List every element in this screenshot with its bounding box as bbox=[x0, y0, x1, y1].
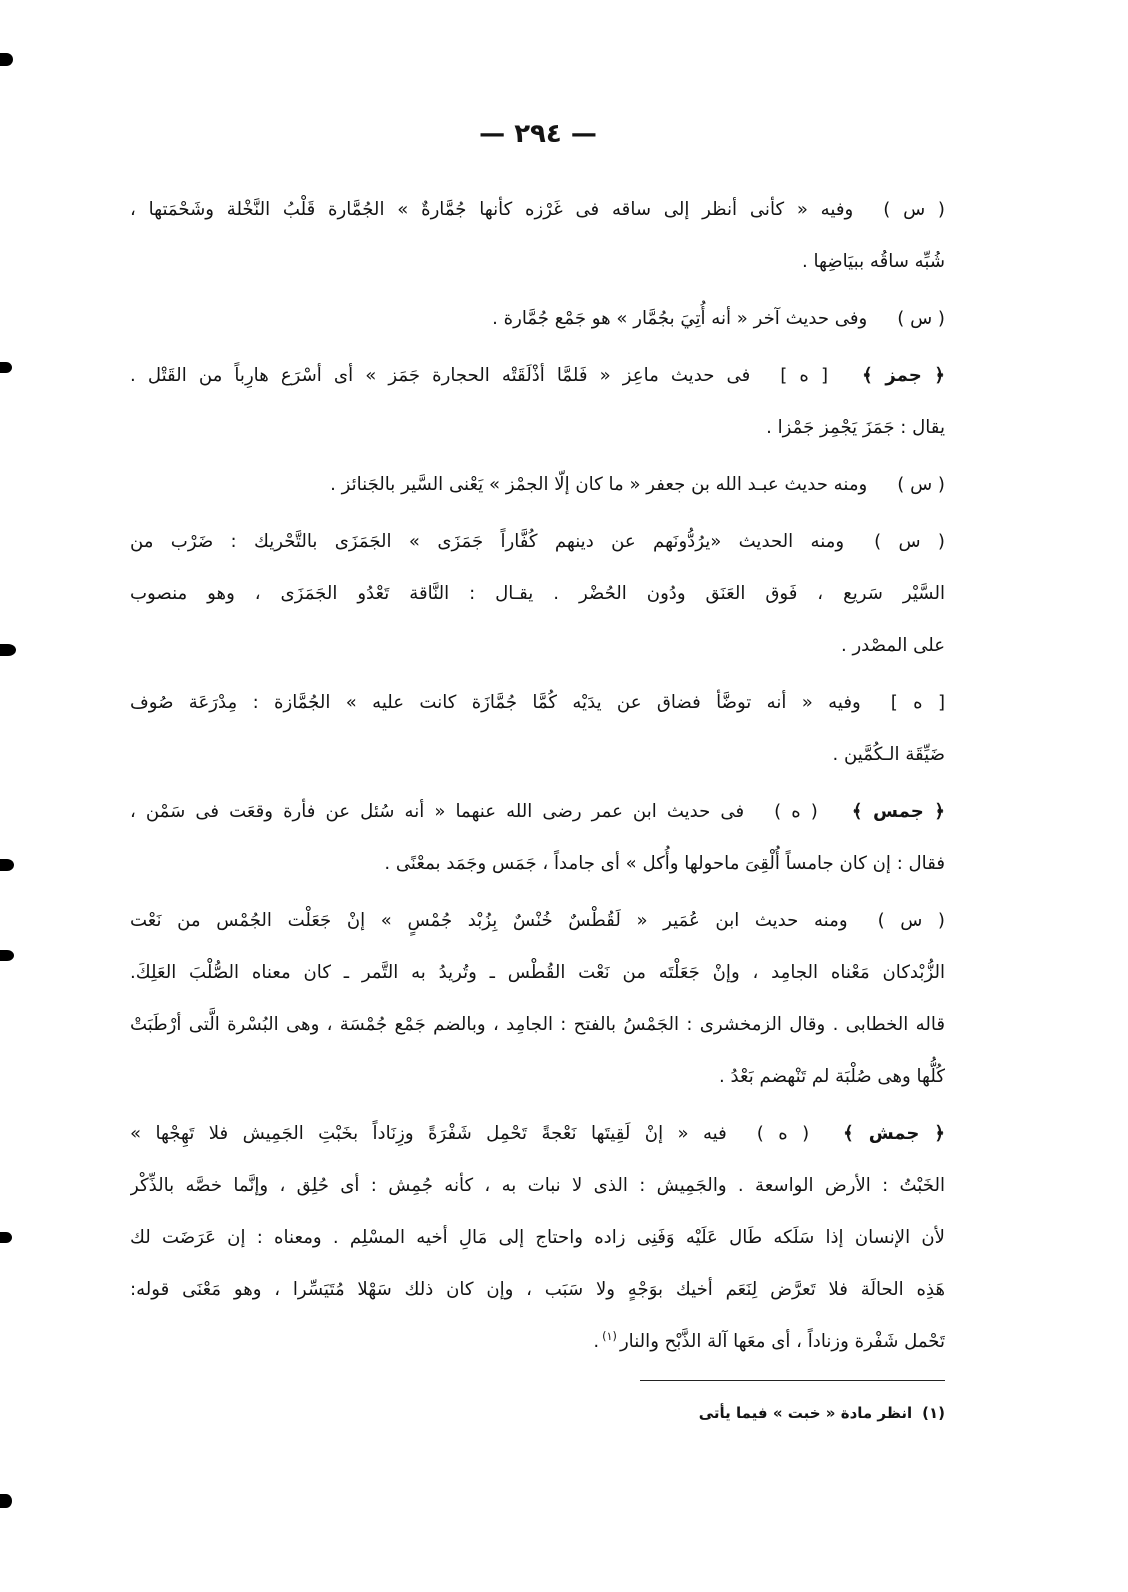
line-text: ومنه حديث عبـد الله بن جعفر « ما كان إلّا الجمْز » يَعْنى السَّير بالجَنائز . bbox=[330, 474, 868, 495]
text-line: على المصْدر . bbox=[840, 635, 945, 656]
footnote-number: (١) bbox=[922, 1404, 945, 1422]
source-marker: ( س ) bbox=[897, 308, 945, 329]
text-line: لأن الإنسان إذا سَلَكه طَال عَلَيْه وَفَنِى زاده واحتاج إلى مَالِ أخيه المسْلِم . ومعناه : إن عَرَضَت لك bbox=[130, 1227, 945, 1248]
line-text: فى حديث ماعِز « فَلمَّا أذْلَقَتْه الحجارة جَمَز » أى أسْرَع هارِباً من القَتْل . bbox=[130, 365, 751, 386]
text-line: كُلُّها وهى صُلْبَة لم تَنْهضم بَعْدُ . bbox=[719, 1066, 945, 1087]
headword: ﴿ جمش ﴾ bbox=[843, 1123, 945, 1144]
text-line: فقال : إن كان جامساً أُلْقِىَ ماحولها وأُكل » أى جامداً ، جَمَس وجَمَد بمعْنًى . bbox=[384, 853, 945, 874]
line-text: فيه « إنْ لَقِيتَها نَعْجةً تَحْمِل شَفْرَةً وزِنَاداً بخَبْتِ الجَمِيش فلا تَهِجْها » bbox=[130, 1123, 727, 1144]
scan-mark bbox=[0, 53, 13, 66]
source-marker: ( س ) bbox=[874, 531, 945, 552]
scan-mark bbox=[0, 362, 12, 373]
scan-mark bbox=[0, 644, 16, 656]
scan-mark bbox=[0, 950, 14, 961]
line-text: فى حديث ابن عمر رضى الله عنهما « أنه سُئل عن فأرة وقعَت فى سَمْن ، bbox=[130, 801, 745, 822]
scan-mark bbox=[0, 1494, 12, 1508]
line-text: ومنه الحديث «يرُدُّونَهم عن دينهم كُفَّاراً جَمَزَى » الجَمَزَى بالتَّحْريك : ضَرْب من bbox=[130, 531, 845, 552]
footnote-text: انظر مادة « خبت » فيما يأتى bbox=[698, 1404, 913, 1422]
source-marker: ( ه ) bbox=[774, 801, 818, 822]
text-line bbox=[130, 1108, 945, 1160]
source-marker: ( س ) bbox=[877, 910, 945, 931]
text-line bbox=[130, 293, 945, 345]
text-line bbox=[130, 1316, 945, 1368]
entry bbox=[130, 516, 945, 672]
entry bbox=[130, 677, 945, 781]
entry bbox=[130, 895, 945, 1103]
text-line bbox=[130, 677, 945, 729]
line-text: وفى حديث آخر « أنه أُتِيَ بجُمَّار » هو جَمْع جُمَّارة . bbox=[492, 308, 868, 329]
text-line: السَّيْر سَريع ، فَوق العَنَق ودُون الحُضْر . يقـال : النَّاقة تَعْدُو الجَمَزَى ، وهو منصوب bbox=[130, 583, 945, 604]
text-line: شُبِّه ساقُه ببيَاضِها . bbox=[801, 251, 945, 272]
entry bbox=[130, 350, 945, 454]
text-line: الزُّبْدكان مَعْناه الجامِد ، وإنْ جَعَلْتَه من نَعْت القُطْس ـ وتُريدُ به التَّمر ـ كان معناه الصُّلْبَ العَلِكَ. bbox=[130, 962, 945, 983]
scan-mark bbox=[0, 1232, 12, 1243]
source-marker: ( ه ) bbox=[756, 1123, 810, 1144]
entry bbox=[130, 293, 945, 345]
headword: ﴿ جمز ﴾ bbox=[862, 365, 945, 386]
entry bbox=[130, 786, 945, 890]
source-marker: [ ه ] bbox=[890, 692, 945, 713]
entry bbox=[130, 459, 945, 511]
line-text: ومنه حديث ابن عُمَير « لَقُطْسٌ خُنْسٌ بِزُبْد جُمْسٍ » إنْ جَعَلْت الجُمْس من نَعْت bbox=[130, 910, 848, 931]
text-line: قاله الخطابى . وقال الزمخشرى : الجَمْسُ بالفتح : الجامِد ، وبالضم جَمْع جُمْسَة ، وهى البُسْرة الَّتى أرْطَبَتْ bbox=[130, 1014, 945, 1035]
footnote bbox=[445, 1398, 945, 1428]
line-text: وفيه « أنه توضَّأ فضاق عن يدَيْه كُمَّا جُمَّازَة كانت عليه » الجُمَّازة : مِدْرَعَة صُوف bbox=[130, 692, 861, 713]
footnote-separator bbox=[640, 1380, 945, 1381]
text-line: هَذِه الحالَة فلا تَعرَّض لِنَعَم أخيك بوَجْهٍ ولا سَبَب ، وإن كان ذلك سَهْلا مُتَيَسِّرا ، وهو مَعْنَى قوله: bbox=[130, 1279, 945, 1300]
line-text: تَحْمل شَفْرة وزناداً ، أى معَها آلة الذَّبْح والنار bbox=[619, 1331, 945, 1352]
entry bbox=[130, 184, 945, 288]
scan-mark bbox=[0, 859, 14, 871]
footnote-ref: (١) bbox=[602, 1329, 617, 1343]
page-number: — ٢٩٤ — bbox=[479, 119, 597, 149]
text-line: يقال : جَمَزَ يَجْمِز جَمْزا . bbox=[766, 417, 945, 438]
entry bbox=[130, 1108, 945, 1368]
text-line: ضَيِّقَة الـكُمَّين . bbox=[832, 744, 945, 765]
source-marker: ( س ) bbox=[897, 474, 945, 495]
headword: ﴿ جمس ﴾ bbox=[851, 801, 945, 822]
text-line bbox=[130, 184, 945, 236]
line-text: وفيه « كأنى أنظر إلى ساقه فى غَرْزه كأنها جُمَّارةٌ » الجُمَّارة قَلْبُ النَّخْلة وشَحْمَتها ، bbox=[130, 199, 854, 220]
text-line bbox=[130, 350, 945, 402]
text-line bbox=[130, 459, 945, 511]
text-line bbox=[130, 786, 945, 838]
text-line bbox=[130, 895, 945, 947]
line-tail: . bbox=[593, 1331, 600, 1352]
text-line bbox=[130, 516, 945, 568]
source-marker: ( س ) bbox=[883, 199, 945, 220]
text-column bbox=[130, 184, 945, 1368]
source-marker: [ ه ] bbox=[780, 365, 829, 386]
text-line: الخَبْتُ : الأرض الواسعة . والجَمِيش : الذى لا نبات به ، كأنه جُمِش : أى حُلِق ، وإنَّما خصَّه بالذِّكْر bbox=[130, 1175, 945, 1196]
